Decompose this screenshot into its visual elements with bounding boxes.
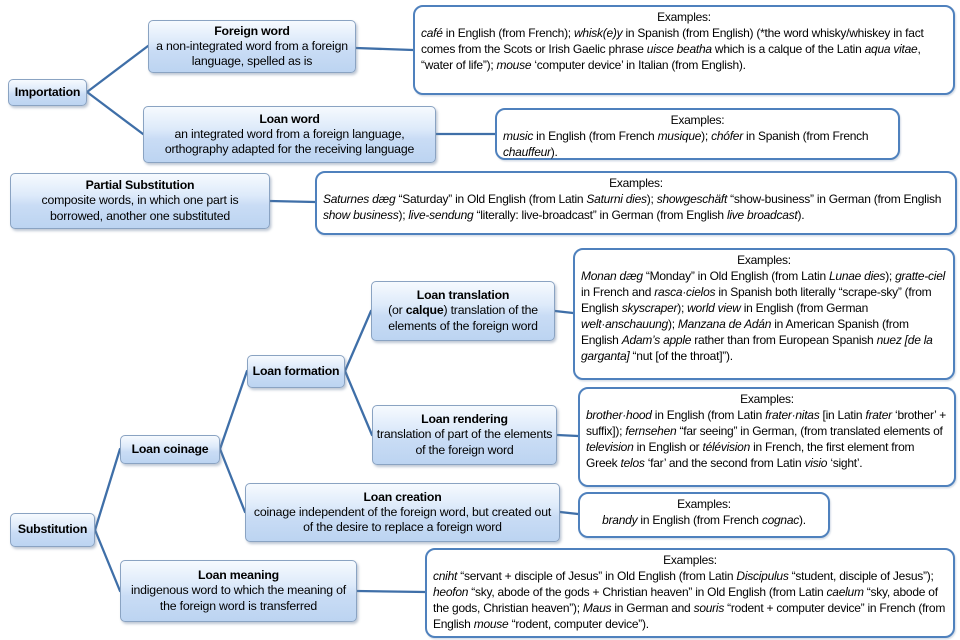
node-loan-rendering-desc: translation of part of the elements of the foreign word bbox=[376, 427, 553, 457]
examples-foreign-word-heading: Examples: bbox=[657, 10, 711, 24]
examples-loan-translation-body: Monan dæg “Monday” in Old English (from Latin Lunae dies); gratte-ciel in French and rasca·cielos in Spanish both literally “scrape-sky” (from English skyscraper); world view in English (from German welt·anschauung); Manzana de Adán in American Spanish (from English Adam’s apple rather than from European Spanish nuez [de la garganta] “nut [of the throat]”). bbox=[581, 269, 946, 363]
examples-loan-creation-body: brandy in English (from French cognac). bbox=[602, 513, 806, 527]
node-loan-word bbox=[143, 106, 436, 163]
examples-loan-word-heading: Examples: bbox=[670, 113, 725, 127]
examples-loan-rendering bbox=[578, 387, 956, 487]
node-loan-meaning-desc: indigenous word to which the meaning of the foreign word is transferred bbox=[130, 583, 347, 613]
examples-loan-meaning-body: cniht “servant + disciple of Jesus” in Old English (from Latin Discipulus “student, disciple of Jesus”); heofon “sky, abode of the gods + Christian heaven” in Old English (from Latin caelum “sky, abode of the gods, Christian heaven”); Maus in German and souris “rodent + computer device” in French (from English mouse “rodent, computer device”). bbox=[433, 569, 946, 631]
node-loan-word-title: Loan word bbox=[259, 111, 320, 126]
node-foreign-word-title: Foreign word bbox=[214, 23, 290, 38]
connector-loan-rendering-examples bbox=[557, 435, 578, 436]
node-substitution-title: Substitution bbox=[17, 522, 88, 537]
examples-loan-meaning-heading: Examples: bbox=[663, 553, 717, 567]
node-loan-translation bbox=[371, 281, 555, 341]
examples-loan-meaning bbox=[425, 548, 955, 638]
node-loan-rendering-title: Loan rendering bbox=[421, 412, 508, 427]
connector-loan-meaning-examples bbox=[357, 591, 425, 592]
node-loan-translation-desc: (or calque) translation of the elements of the foreign word bbox=[388, 303, 538, 333]
examples-loan-translation bbox=[573, 248, 955, 380]
node-loan-formation bbox=[247, 355, 345, 388]
node-loan-creation-desc: coinage independent of the foreign word, but created out of the desire to replace a foreign word bbox=[253, 504, 552, 535]
node-partial-substitution bbox=[10, 173, 270, 229]
node-foreign-word bbox=[148, 20, 356, 73]
node-partial-substitution-desc: composite words, in which one part is borrowed, another one substituted bbox=[41, 193, 239, 223]
examples-foreign-word-body: café in English (from French); whisk(e)y in Spanish (from English) (*the word whisky/whiskey in fact comes from the Scots or Irish Gaelic phrase uisce beatha which is a calque of the Latin aqua vitae, “water of life”); mouse ‘computer device’ in Italian (from English). bbox=[421, 26, 924, 72]
examples-partial-substitution bbox=[315, 171, 957, 235]
node-loan-translation-title: Loan translation bbox=[416, 288, 510, 303]
examples-loan-creation-heading: Examples: bbox=[677, 497, 731, 511]
connector-loan-formation-loan-rendering bbox=[345, 371, 372, 435]
node-substitution bbox=[10, 513, 95, 547]
node-loan-creation-title: Loan creation bbox=[363, 489, 442, 504]
examples-loan-word bbox=[495, 108, 900, 160]
connector-loan-formation-loan-translation bbox=[345, 311, 371, 371]
examples-loan-rendering-body: brother·hood in English (from Latin frater·nitas [in Latin frater ‘brother’ + suffix]); fernsehen “far seeing” in German, (from translated elements of television in English or télévision in French, the first element from Greek telos ‘far’ and the second from Latin visio ‘sight’. bbox=[586, 408, 946, 470]
examples-loan-creation bbox=[578, 492, 830, 538]
connector-importation-loan-word bbox=[87, 92, 143, 134]
connector-loan-translation-examples bbox=[555, 311, 573, 313]
connector-loan-creation-examples bbox=[560, 512, 578, 514]
node-partial-substitution-title: Partial Substitution bbox=[85, 178, 195, 193]
node-loan-formation-title: Loan formation bbox=[252, 363, 340, 378]
examples-loan-word-body: music in English (from French musique); chófer in Spanish (from French chauffeur). bbox=[503, 129, 869, 159]
connector-loan-coinage-loan-formation bbox=[220, 371, 247, 449]
examples-partial-substitution-heading: Examples: bbox=[609, 176, 663, 190]
connector-importation-foreign-word bbox=[87, 46, 148, 92]
examples-partial-substitution-body: Saturnes dæg “Saturday” in Old English (from Latin Saturni dies); showgeschäft “show-business” in German (from English show business); live-sendung “literally: live-broadcast” in German (from English live broadcast). bbox=[323, 192, 942, 222]
examples-foreign-word bbox=[413, 5, 955, 95]
node-loan-coinage bbox=[120, 435, 220, 464]
node-loan-word-desc: an integrated word from a foreign language, orthography adapted for the receiving language bbox=[164, 126, 415, 157]
node-loan-creation bbox=[245, 483, 560, 542]
node-loan-rendering bbox=[372, 405, 557, 465]
connector-foreign-word-examples bbox=[356, 48, 413, 50]
connector-loan-coinage-loan-creation bbox=[220, 449, 245, 512]
node-loan-coinage-title: Loan coinage bbox=[131, 441, 209, 456]
node-importation bbox=[8, 79, 87, 106]
node-foreign-word-desc: a non-integrated word from a foreign language, spelled as is bbox=[156, 38, 348, 69]
node-loan-meaning-title: Loan meaning bbox=[198, 568, 279, 583]
connector-substitution-loan-coinage bbox=[95, 449, 120, 530]
examples-loan-rendering-heading: Examples: bbox=[740, 392, 794, 406]
examples-loan-translation-heading: Examples: bbox=[737, 253, 791, 267]
connector-partial-substitution-examples bbox=[270, 201, 315, 202]
node-importation-title: Importation bbox=[14, 84, 81, 99]
node-loan-meaning bbox=[120, 560, 357, 622]
connector-substitution-loan-meaning bbox=[95, 530, 120, 591]
